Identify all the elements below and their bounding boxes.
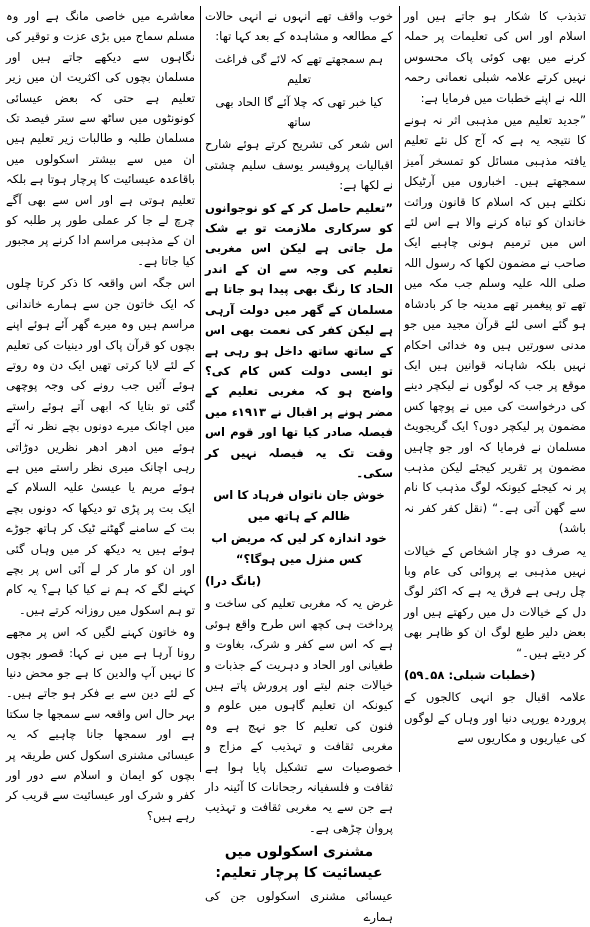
left-paragraph-3: وہ خاتون کہنے لگیں کہ اس پر مجھے رونا آرہا ہے میں نے کہا: قصور بچوں کا نہیں آپ والدین کا ہے جو محض دنیا کے لئے دین سے بے فکر ہو جاتے ہیں۔ بہر حال اس واقعہ سے سمجھا جا سکتا ہے اور سمجھا جانا چاہیے کہ یہ عیسائی مشنری اسکول کس طریقہ پر بچوں کو ایمان و اسلام سے دور اور کفر و شرک اور عیسائیت سے قریب کر رہے ہیں؟ [6, 625, 195, 823]
verse2-line-2: خود اندازہ کر لیں کہ مریض اب کس منزل میں ہوگا؟“ [211, 531, 387, 566]
middle-paragraph-2: اس شعر کی تشریح کرتے ہوئے شارح اقبالیات پروفیسر یوسف سلیم چشتی نے لکھا ہے: [205, 137, 393, 193]
right-paragraph-3: یہ صرف دو چار اشخاص کے خیالات نہیں مذہبی بے پروائی کی عام وبا چل رہی ہے فرق یہ ہے کہ اکثر لوگ دل کے خیالات دل میں رکھتے ہیں اور بعض دلیر طبع لوگ ان کو ظاہر بھی کر دیتے ہیں۔“ [404, 543, 586, 660]
left-paragraph-1: معاشرے میں خاصی مانگ ہے اور وہ مسلم سماج میں بڑی عزت و توقیر کی نگاہوں سے دیکھے جاتے ہیں اور مسلمان بچوں کی اکثریت ان میں زیر تعلیم ہے حتی کہ بعض عیسائی کونونٹوں میں ساٹھ سے ستر فیصد تک مسلمان طلبہ و طالبات زیر تعلیم ہیں ان میں سے بیشتر اسکولوں میں باقاعدہ عیسائیت کا پرچار ہوتا ہے بلکہ تعلیم ہوتی ہے اور اس سے بھی آگے چرچ لے جا کر عملی طور پر طلبہ کو ان کے مذہبی مراسم ادا کرنے پر مجبور کیا جاتا ہے۔ [6, 9, 195, 268]
right-citation: (خطبات شبلی: ۵۸۔۵۹) [404, 668, 536, 682]
right-quote-shibli: ”جدید تعلیم میں مذہبی اثر نہ ہونے کا نتیجہ یہ ہے کہ آج کل نئے تعلیم یافتہ مذہبی مسائل کو تمسخر آمیز سمجھتے ہیں۔ اخباروں میں آرٹیکل نکلتے ہیں کہ اسلام کا قانون وراثت خاندان کو تباہ کرنے والا ہے اس لئے اس میں ترمیم ہونی چاہیے ایک صاحب نے مضمون لکھا کہ رسول اللہ صلی اللہ علیہ وسلم جب مکہ میں تھے تو پیغمبر تھے مدینہ جا کر بادشاہ ہو گئے اسی لئے قرآن مجید میں جو مدنی سورتیں ہیں وہ خدائی احکام نہیں بلکہ شاہانہ قوانین ہیں ایک موقع پر جب کہ لوگوں نے لیکچر دینے کی درخواست کی میں نے پوچھا کس مضمون پر لیکچر دوں؟ ایک گریجویٹ مسلمان نے فرمایا کہ اور جو چاہیں مضمون پر تقریر کیجئے لیکن مذہب پر نہ کیجئے کیونکہ لوگ مذہب کا نام سے گھن آتی ہے۔“ (نقل کفر کفر نہ باشد) [404, 113, 586, 536]
middle-paragraph-5: عیسائی مشنری اسکولوں جن کی ہمارے [205, 889, 393, 924]
column-divider-right [399, 6, 400, 772]
verse-line-1: ہم سمجھتے تھے کہ لائے گی فراغت تعلیم [214, 51, 384, 87]
verse2-line-1: خوش جان ناتواں فرہاد کا اس ظالم کے ہاتھ میں [213, 488, 385, 523]
right-paragraph-1: تذبذب کا شکار ہو جاتے ہیں اور اسلام اور اس کی تعلیمات پر حملہ کرنے میں بھی کوئی پاک محسوس نہیں کرتے علامہ شبلی نعمانی رحمہ اللہ نے اپنے خطبات میں فرمایا ہے: [404, 9, 586, 105]
column-divider-left [200, 6, 201, 772]
left-column [6, 6, 195, 823]
left-paragraph-2: اس جگہ اس واقعہ کا ذکر کرتا چلوں کہ ایک خاتون جن سے ہمارے خاندانی مراسم ہیں وہ میرے گھر آئے ہوئے اپنے بچوں کو قرآن پاک اور دینیات کی تعلیم کے لئے لایا کرتی تھیں ایک دن وہ روتے ہوئے آئیں جب رونے کی وجہ پوچھی گئی تو بتایا کہ ابھی آتے ہوئے راستے میں اچانک میرے دونوں بچے نظر نہ آئے ہوئے میں ادھر ادھر نظریں دوڑاتی رہی اچانک میری نظر راستے میں ہے ہوئے مریم یا عیسیٰ علیہ السلام کے ایک بت پر پڑی تو دیکھا کہ دونوں بچے بت کے سامنے گھٹنے ٹیک کر ہاتھ جوڑے ہوئے ہیں یہ دیکھ کر میں وہاں گئی اور ان کو مار کر لے آئی اس پر بچے کہنے لگے کہ ہم نے کیا کیا ہے؟ یہ کام تو ہم اسکول میں روزانہ کرتے ہیں۔ [6, 276, 195, 617]
section-heading: مشنری اسکولوں میں عیسائیت کا پرچار تعلیم: [215, 844, 383, 882]
middle-column [205, 6, 393, 924]
right-column [404, 6, 586, 774]
middle-citation: (بانگ درا) [205, 573, 262, 588]
verse-line-2: کیا خبر تھی کہ چلا آئے گا الحاد بھی ساتھ [215, 94, 383, 130]
middle-paragraph-4: غرض یہ کہ مغربی تعلیم کی ساخت و پرداخت ہی کچھ اس طرح واقع ہوئی ہے کہ اس سے کفر و شرک، بغاوت و طغیانی اور الحاد و دہریت کے جذبات و خیالات جنم لیتے اور پرورش پاتے ہیں کیونکہ ان تعلیم گاہوں میں علوم و فنون کی تعلیم کا جو نہج ہے وہ مغربی ثقافت و تہذیب کے مزاج و خصوصیات سے تشکیل پایا ہوا ہے ثقافت و فلسفیانہ رجحانات کا آئینہ دار ہے جن سے یہ مغربی ثقافت و تہذیب پروان چڑھی ہے۔ [205, 596, 393, 835]
middle-quote-chishti: ”تعلیم حاصل کر کے کو نوجوانوں کو سرکاری ملازمت تو بے شک مل جاتی ہے لیکن اس مغربی تعلیم کی وجہ سے ان کے اندر الحاد کا رنگ بھی پیدا ہو جاتا ہے مسلمان کے گھر میں دولت آرہی ہے لیکن کفر کی نعمت بھی اس کے ساتھ ساتھ داخل ہو رہی ہے تو ایسی دولت کس کام کی؟ واضح ہو کہ مغربی تعلیم کے مضر ہونے پر اقبال نے ۱۹۱۳ء میں فیصلہ صادر کیا تھا اور قوم اس وقت تک یہ فیصلہ نہیں کر سکی۔ [205, 200, 393, 480]
right-paragraph-4: علامہ اقبال جو انہی کالجوں کے پروردہ یورپی دنیا اور وہاں کے لوگوں کی عیاریوں و مکاریوں سے [404, 690, 586, 746]
middle-paragraph-1: خوب واقف تھے انہوں نے انہی حالات کے مطالعہ و مشاہدہ کے بعد کہا تھا: [205, 9, 393, 44]
